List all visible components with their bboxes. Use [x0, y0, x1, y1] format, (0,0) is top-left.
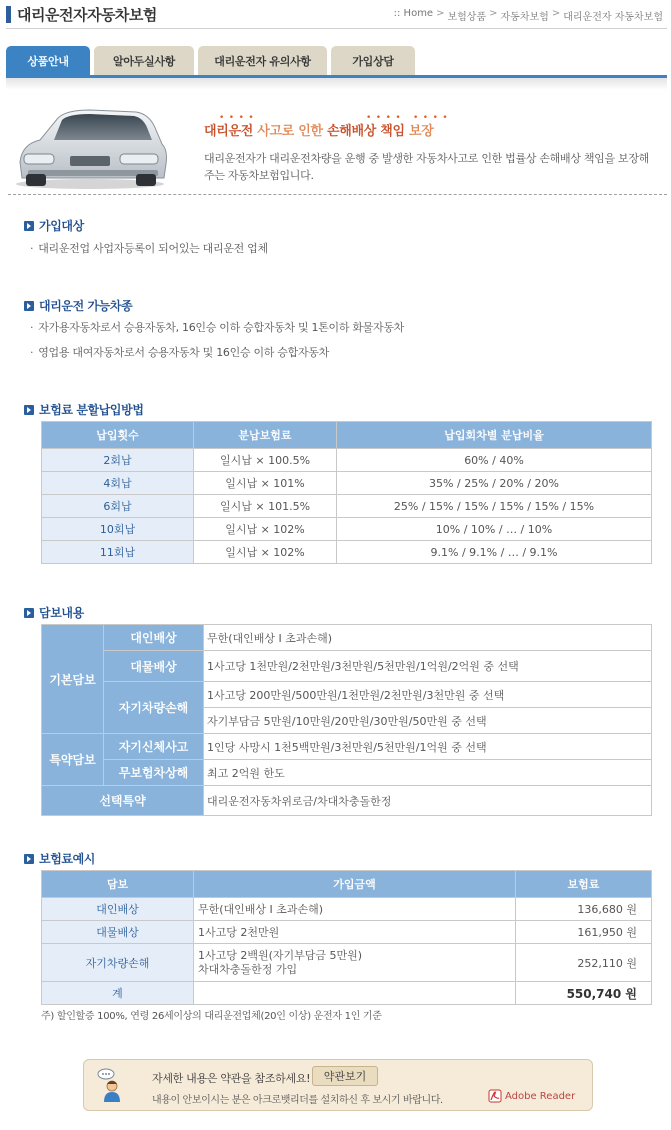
tab-notes[interactable]: 알아두실사항 — [94, 46, 194, 75]
cell-premium: 일시납 × 101.5% — [194, 495, 337, 518]
cell-optional-coverage: 선택특약 — [42, 786, 204, 816]
cell-own-vehicle-name: 자기차량손해 — [104, 682, 204, 734]
table-row — [42, 786, 652, 816]
section-arrow-icon — [24, 221, 34, 231]
table-row — [42, 625, 652, 651]
headline-part: 손해배상 — [327, 124, 377, 139]
table-row — [42, 651, 652, 682]
header-ratio: 납입회차별 분납비율 — [337, 422, 652, 449]
hero-description: 대리운전자가 대리운전차량을 운행 중 발생한 자동차사고로 인한 법률상 손해배상 책임을 보장해주는 자동차보험입니다. — [204, 152, 650, 182]
cell-premium: 252,110 원 — [516, 944, 652, 982]
emphasis-dots-3: •••• — [413, 113, 453, 123]
view-terms-button[interactable]: 약관보기 — [312, 1066, 378, 1086]
cell-premium: 일시납 × 100.5% — [194, 449, 337, 472]
table-header-row — [42, 422, 652, 449]
header-coverage: 담보 — [42, 871, 194, 898]
cell-total-empty — [194, 982, 516, 1005]
cell-ratio: 60% / 40% — [337, 449, 652, 472]
cell-self-injury-value: 1인당 사망시 1천5백만원/3천만원/5천만원/1억원 중 선택 — [204, 734, 652, 760]
section-title-text: 담보내용 — [39, 606, 84, 620]
cell-count: 2회납 — [42, 449, 194, 472]
table-row — [42, 760, 652, 786]
vehicle-item: · 자가용자동차로서 승용자동차, 16인승 이하 승합자동차 및 1톤이하 화물자동차 — [30, 319, 404, 335]
cell-total-value: 550,740 원 — [516, 982, 652, 1005]
table-row — [42, 734, 652, 760]
section-title-text: 대리운전 가능차종 — [39, 299, 133, 313]
cell-count: 10회납 — [42, 518, 194, 541]
table-row — [42, 921, 652, 944]
table-total-row — [42, 982, 652, 1005]
terms-notice-box — [83, 1059, 593, 1111]
headline-part: 대리운전 — [204, 124, 254, 139]
vehicle-item: · 영업용 대여자동차로서 승용자동차 및 16인승 이하 승합자동차 — [30, 344, 329, 360]
section-arrow-icon — [24, 608, 34, 618]
breadcrumb-insurance-products[interactable]: 보험상품 — [447, 12, 487, 23]
table-row — [42, 682, 652, 708]
table-row — [42, 944, 652, 982]
breadcrumb-separator: > — [551, 8, 561, 19]
cell-amount — [194, 944, 516, 982]
installment-table — [41, 421, 652, 564]
cell-own-vehicle-value1: 1사고당 200만원/500만원/1천만원/2천만원/3천만원 중 선택 — [204, 682, 652, 708]
cell-ratio: 25% / 15% / 15% / 15% / 15% / 15% — [337, 495, 652, 518]
table-row — [42, 495, 652, 518]
section-title-vehicles — [24, 297, 132, 314]
cell-total-label: 계 — [42, 982, 194, 1005]
cell-self-injury-name: 자기신체사고 — [104, 734, 204, 760]
cell-premium: 일시납 × 102% — [194, 541, 337, 564]
cell-amount-line2: 차대차충돌한정 가입 — [198, 962, 298, 976]
cell-premium: 일시납 × 101% — [194, 472, 337, 495]
cell-amount-line1: 1사고당 2백원(자기부담금 5만원) — [198, 948, 363, 962]
breadcrumb-separator: > — [489, 8, 498, 19]
adobe-reader-label: Adobe Reader — [505, 1090, 576, 1102]
table-row — [42, 541, 652, 564]
header-premium: 보험료 — [516, 871, 652, 898]
table-row — [42, 898, 652, 921]
cell-premium: 일시납 × 102% — [194, 518, 337, 541]
cell-amount: 1사고당 2천만원 — [194, 921, 516, 944]
cell-own-vehicle-value2: 자기부담금 5만원/10만원/20만원/30만원/50만원 중 선택 — [204, 708, 652, 734]
cell-bodily-name: 대인배상 — [104, 625, 204, 651]
cell-uninsured-name: 무보험차상해 — [104, 760, 204, 786]
tab-consultation[interactable]: 가입상담 — [331, 46, 415, 75]
table-row — [42, 449, 652, 472]
coverage-table — [41, 624, 652, 816]
notice-line2: 내용이 안보이시는 분은 아크로뱃리더를 설치하신 후 보시기 바랍니다. — [152, 1095, 443, 1106]
cell-ratio: 35% / 25% / 20% / 20% — [337, 472, 652, 495]
header-count: 납입횟수 — [42, 422, 194, 449]
breadcrumb-current: 대리운전자 자동차보험 — [563, 12, 663, 23]
cell-property-name: 대물배상 — [104, 651, 204, 682]
premium-example-table — [41, 870, 652, 1005]
cell-premium: 136,680 원 — [516, 898, 652, 921]
header-premium: 분납보험료 — [194, 422, 337, 449]
tab-shadow — [6, 78, 667, 90]
table-row — [42, 472, 652, 495]
section-title-example — [24, 850, 95, 867]
cell-count: 11회납 — [42, 541, 194, 564]
table-row — [42, 518, 652, 541]
cell-coverage-name: 자기차량손해 — [42, 944, 194, 982]
breadcrumb — [394, 8, 663, 23]
cell-amount: 무한(대인배상 Ⅰ 초과손해) — [194, 898, 516, 921]
section-title-eligible — [24, 217, 84, 234]
section-title-installment — [24, 401, 144, 418]
hero-headline — [204, 120, 434, 139]
cell-count: 4회납 — [42, 472, 194, 495]
cell-coverage-name: 대인배상 — [42, 898, 194, 921]
page-title-text: 대리운전자자동차보험 — [17, 5, 157, 24]
headline-part: 책임 — [380, 124, 405, 139]
adobe-reader-link[interactable] — [488, 1089, 575, 1103]
section-title-text: 가입대상 — [39, 219, 84, 233]
car-illustration — [10, 100, 170, 190]
tab-driver-cautions[interactable]: 대리운전자 유의사항 — [198, 46, 327, 75]
header-divider — [6, 28, 667, 29]
table-header-row — [42, 871, 652, 898]
cell-special-coverage: 특약담보 — [42, 734, 104, 786]
section-title-coverage — [24, 604, 84, 621]
notice-line1: 자세한 내용은 약관을 참조하세요! — [152, 1072, 311, 1085]
emphasis-dots-1: •••• — [219, 113, 259, 123]
cell-premium: 161,950 원 — [516, 921, 652, 944]
emphasis-dots-2: •••• — [366, 113, 406, 123]
tab-product-info[interactable]: 상품안내 — [6, 46, 90, 75]
section-title-text: 보험료 분할납입방법 — [39, 403, 144, 417]
cell-bodily-value: 무한(대인배상 Ⅰ 초과손해) — [204, 625, 652, 651]
headline-part: 사고로 인한 — [253, 124, 328, 139]
hero-divider — [8, 194, 667, 195]
cell-basic-coverage: 기본담보 — [42, 625, 104, 734]
section-arrow-icon — [24, 854, 34, 864]
page-title — [6, 3, 157, 25]
header-amount: 가입금액 — [194, 871, 516, 898]
eligible-item: · 대리운전업 사업자등록이 되어있는 대리운전 업체 — [30, 240, 268, 256]
pdf-icon — [488, 1089, 502, 1103]
title-bar-decoration — [6, 6, 11, 23]
cell-count: 6회납 — [42, 495, 194, 518]
breadcrumb-separator: > — [436, 8, 445, 19]
cell-ratio: 9.1% / 9.1% / … / 9.1% — [337, 541, 652, 564]
section-arrow-icon — [24, 301, 34, 311]
cell-uninsured-value: 최고 2억원 한도 — [204, 760, 652, 786]
section-arrow-icon — [24, 405, 34, 415]
breadcrumb-home[interactable]: :: Home — [393, 8, 434, 19]
headline-part: 보장 — [404, 124, 434, 139]
cell-optional-value: 대리운전자동차위로금/차대차충돌한정 — [204, 786, 652, 816]
cell-coverage-name: 대물배상 — [42, 921, 194, 944]
cell-ratio: 10% / 10% / … / 10% — [337, 518, 652, 541]
footnote: 주) 할인할증 100%, 연령 26세이상의 대리운전업체(20인 이상) 운전자 1인 기준 — [41, 1011, 382, 1022]
section-title-text: 보험료예시 — [39, 852, 95, 866]
help-person-icon — [96, 1068, 124, 1104]
cell-property-value: 1사고당 1천만원/2천만원/3천만원/5천만원/1억원/2억원 중 선택 — [204, 651, 652, 682]
breadcrumb-auto-insurance[interactable]: 자동차보험 — [500, 12, 549, 23]
tab-bar — [6, 46, 415, 75]
